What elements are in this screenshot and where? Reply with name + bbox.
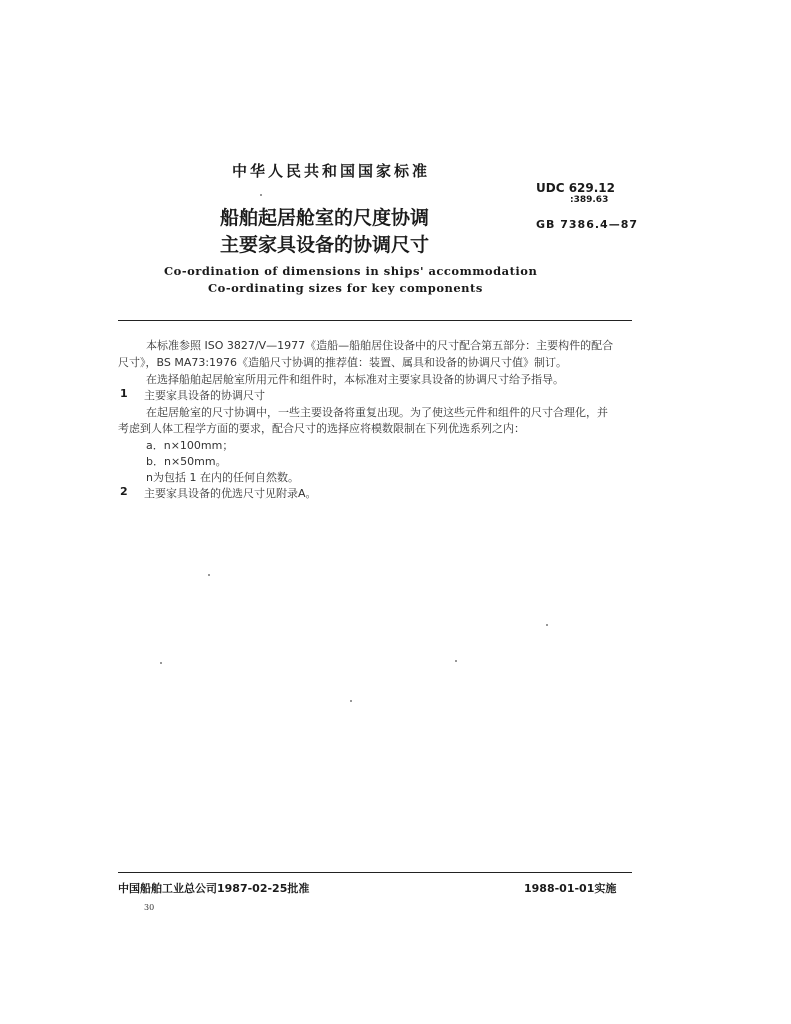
udc-code-continued: :389.63 — [570, 195, 609, 205]
scan-speck — [160, 662, 162, 664]
intro-line1: 本标准参照 ISO 3827/V—1977《造船—船舶居住设备中的尺寸配合第五部分：主要构件的配合 — [146, 339, 614, 352]
scan-speck — [208, 574, 210, 576]
title-zh-line2: 主要家具设备的协调尺寸 — [220, 234, 430, 256]
section2-text: 主要家具设备的优选尺寸见附录A。 — [144, 487, 317, 500]
section1-paragraph-line1: 在起居舱室的尺寸协调中，一些主要设备将重复出现。为了使这些元件和组件的尺寸合理化，并 — [146, 406, 608, 419]
intro-line2: 尺寸》，BS MA73:1976《造船尺寸协调的推荐值：装置、属具和设备的协调尺寸值》制订。 — [118, 356, 568, 369]
gb-code: GB 7386.4—87 — [536, 218, 638, 231]
list-item-a: a．n×100mm； — [146, 439, 234, 452]
section1-title: 主要家具设备的协调尺寸 — [144, 389, 265, 402]
scan-speck — [546, 624, 548, 626]
scan-speck — [455, 660, 457, 662]
intro-line3: 在选择船舶起居舱室所用元件和组件时，本标准对主要家具设备的协调尺寸给予指导。 — [146, 373, 564, 386]
section1-paragraph-line2: 考虑到人体工程学方面的要求，配合尺寸的选择应将模数限制在下列优选系列之内： — [118, 422, 525, 435]
n-note: n为包括 1 在内的任何自然数。 — [146, 471, 299, 484]
title-zh-line1: 船舶起居舱室的尺度协调 — [220, 207, 430, 229]
list-item-b: b．n×50mm。 — [146, 455, 227, 468]
scan-speck — [350, 700, 352, 702]
header-rule — [118, 320, 632, 321]
standard-label: 中华人民共和国国家标准 — [232, 162, 431, 180]
approval-date: 中国船舶工业总公司1987-02-25批准 — [118, 882, 310, 895]
footer-rule — [118, 872, 632, 873]
scan-speck — [260, 194, 262, 196]
effective-date: 1988-01-01实施 — [524, 882, 617, 895]
title-en-line2: Co-ordinating sizes for key components — [208, 281, 483, 295]
page-number: 30 — [144, 903, 155, 912]
udc-code: UDC 629.12 — [536, 181, 615, 195]
section2-number: 2 — [120, 485, 128, 498]
section1-number: 1 — [120, 387, 128, 400]
title-en-line1: Co-ordination of dimensions in ships' accommodation — [164, 264, 538, 278]
